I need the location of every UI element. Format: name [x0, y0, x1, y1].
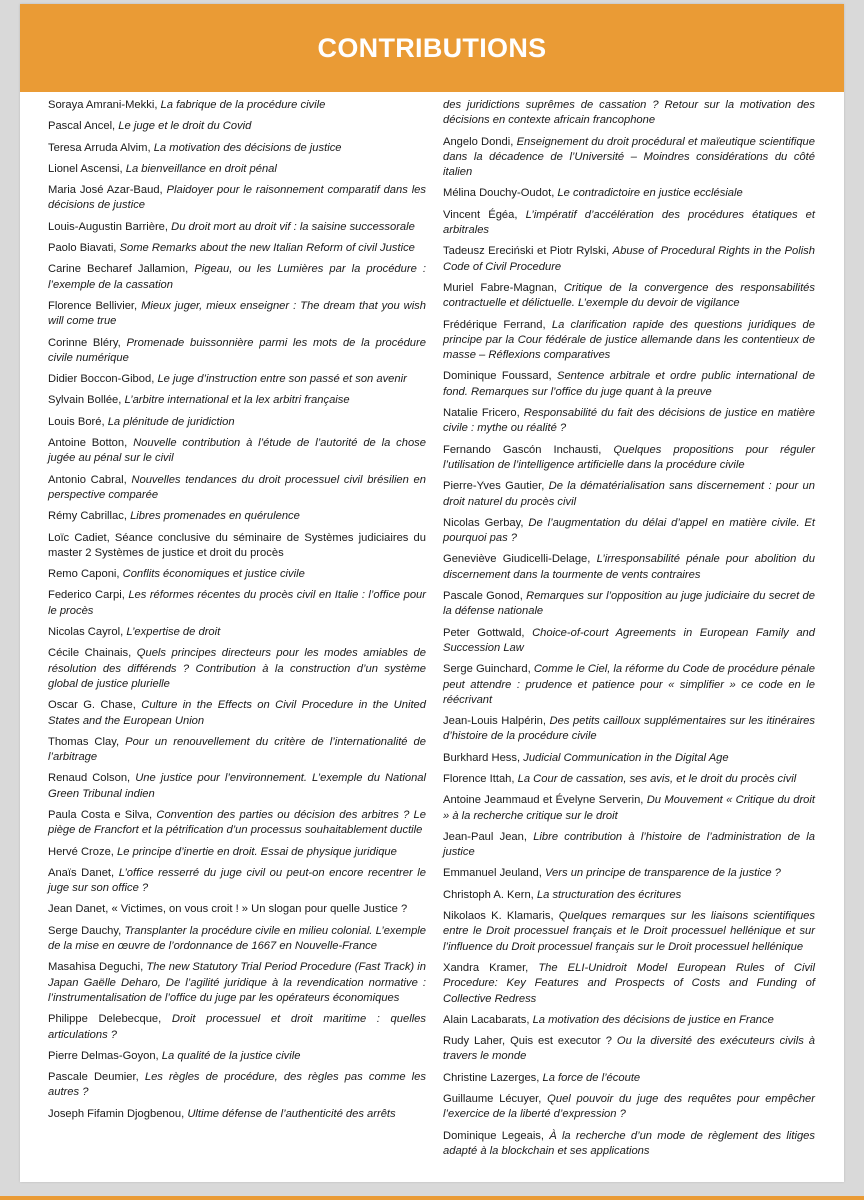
contribution-entry — [48, 473, 426, 504]
contribution-entry — [48, 509, 426, 524]
contribution-entry — [443, 244, 815, 275]
contribution-entry — [443, 552, 815, 583]
contribution-entry — [443, 751, 815, 766]
contribution-author: Natalie Fricero, — [443, 407, 524, 420]
contribution-title: Du droit mort au droit vif : la saisine successorale — [171, 220, 415, 233]
contribution-title: Quel pouvoir du juge des requêtes pour empêcher l’exercice de la liberté d’expression ? — [443, 1093, 815, 1121]
contribution-author: Fernando Gascón Inchausti, — [443, 443, 614, 456]
contribution-title: Choice-of-court Agreements in European Family and Succession Law — [443, 626, 815, 654]
contribution-entry — [443, 589, 815, 620]
contribution-entry — [48, 808, 426, 839]
contribution-author: Anaïs Danet, — [48, 866, 119, 879]
contribution-title: De la dématérialisation sans discernement : pour un droit naturel du procès civil — [443, 480, 816, 508]
contribution-title: Critique de la convergence des responsabilités contractuelle et délictuelle. L’exemple du devoir de vigilance — [443, 281, 815, 310]
contribution-entry — [443, 866, 815, 881]
contribution-author: Emmanuel Jeuland, — [443, 867, 545, 880]
contribution-author: Antoine Botton, — [48, 437, 134, 450]
contribution-entry — [443, 793, 815, 824]
contribution-author: Jean Danet, « Victimes, on vous croit ! » Un slogan pour quelle Justice ? — [48, 903, 408, 916]
contribution-entry — [48, 336, 426, 367]
contribution-author: Didier Boccon-Gibod, — [48, 373, 158, 386]
contribution-entry — [443, 516, 815, 547]
contribution-title: Les réformes récentes du procès civil en Italie : l’office pour le procès — [48, 589, 427, 617]
contribution-title: La motivation des décisions de justice en France — [532, 1013, 774, 1026]
contribution-author: Maria José Azar-Baud, — [48, 184, 167, 197]
contribution-title: des juridictions suprêmes de cassation ? Retour sur la motivation des décisions en contexte africain francophone — [443, 99, 815, 127]
header-banner — [20, 4, 844, 92]
contribution-title: Mieux juger, mieux enseigner : The dream that you wish will come true — [48, 299, 426, 328]
contribution-author: Tadeusz Ereciński et Piotr Rylski, — [443, 245, 613, 258]
contribution-author: Antonio Cabral, — [48, 473, 132, 486]
contribution-title: Ultime défense de l’authenticité des arrêts — [187, 1107, 396, 1120]
contribution-entry — [443, 208, 815, 239]
contribution-entry — [48, 924, 426, 955]
contribution-author: Hervé Croze, — [48, 845, 118, 858]
contribution-entry — [48, 625, 426, 640]
bottom-divider — [0, 1196, 864, 1200]
contribution-title: La force de l’écoute — [542, 1071, 641, 1084]
contribution-entry — [443, 186, 815, 201]
contribution-entry — [443, 772, 815, 787]
contribution-entry — [443, 281, 815, 312]
contribution-entry — [443, 961, 815, 1007]
contribution-entry — [48, 372, 426, 387]
contribution-author: Muriel Fabre-Magnan, — [443, 281, 564, 294]
contribution-author: Vincent Égéa, — [443, 208, 526, 221]
page-title: CONTRIBUTIONS — [317, 32, 547, 63]
contribution-entry — [443, 626, 815, 657]
contribution-author: Pascale Gonod, — [443, 590, 527, 603]
contribution-author: Peter Gottwald, — [443, 626, 533, 639]
contribution-entry — [443, 1034, 815, 1065]
contribution-author: Philippe Delebecque, — [48, 1013, 172, 1026]
contribution-entry — [443, 1013, 815, 1028]
contribution-author: Serge Dauchy, — [48, 924, 125, 937]
contribution-author: Xandra Kramer, — [443, 961, 539, 974]
contribution-entry — [48, 960, 426, 1006]
contribution-title: Le juge d’instruction entre son passé et son avenir — [157, 373, 407, 386]
contribution-entry — [443, 318, 815, 364]
contribution-title: Libre contribution à l’histoire de l’administration de la justice — [443, 830, 815, 859]
contribution-entry — [48, 98, 426, 113]
contribution-entry — [48, 1107, 426, 1122]
contribution-entry — [443, 443, 815, 474]
contribution-title: Abuse of Procedural Rights in the Polish Code of Civil Procedure — [443, 245, 815, 273]
contribution-author: Nicolas Cayrol, — [48, 626, 127, 639]
contribution-author: Guillaume Lécuyer, — [443, 1093, 548, 1106]
contribution-author: Geneviève Giudicelli-Delage, — [443, 553, 597, 566]
contribution-author: Paula Costa e Silva, — [48, 808, 157, 821]
contribution-author: Nikolaos K. Klamaris, — [443, 910, 559, 923]
contribution-author: Pascal Ancel, — [48, 120, 119, 133]
contribution-title: Libres promenades en quérulence — [130, 510, 300, 523]
contribution-title: La clarification rapide des questions juridiques de principe par la Cour fédérale de justice allemande dans les contentieux de masse – Réflexions comparatives — [443, 318, 815, 362]
contribution-author: Alain Lacabarats, — [443, 1013, 533, 1026]
contribution-entry — [48, 393, 426, 408]
contribution-title: Quelques remarques sur les liaisons scientifiques entre le Droit processuel français et le Droit processuel hellénique et sur l’influence du Droit processuel français sur le Droit processuel hellénique — [443, 910, 815, 953]
contribution-author: Florence Bellivier, — [48, 299, 142, 312]
contribution-author: Mélina Douchy-Oudot, — [443, 187, 558, 200]
contribution-entry — [48, 436, 426, 467]
contribution-entry — [48, 531, 426, 562]
contribution-entry — [48, 646, 426, 692]
contribution-title: Comme le Ciel, la réforme du Code de procédure pénale peut attendre : prudence et patience pour « simplifier » ce code en le réécrivant — [443, 663, 815, 706]
contribution-entry — [48, 1049, 426, 1064]
contribution-author: Sylvain Bollée, — [48, 394, 125, 407]
contribution-author: Renaud Colson, — [48, 772, 136, 785]
contribution-entry — [48, 845, 426, 860]
contribution-entry — [48, 299, 426, 330]
contribution-entry — [443, 662, 815, 708]
contribution-title: Nouvelle contribution à l’étude de l’autorité de la chose jugée au pénal sur le civil — [48, 437, 426, 465]
contribution-entry — [48, 866, 426, 897]
contribution-entry — [443, 369, 815, 400]
contribution-author: Angelo Dondi, — [443, 135, 517, 148]
contribution-author: Oscar G. Chase, — [48, 699, 142, 712]
contribution-author: Rémy Cabrillac, — [48, 510, 131, 523]
contribution-title: Pour un renouvellement du critère de l’internationalité de l’arbitrage — [48, 735, 426, 764]
contribution-author: Frédérique Ferrand, — [443, 318, 552, 331]
contribution-entry — [48, 698, 426, 729]
contribution-author: Burkhard Hess, — [443, 751, 524, 764]
contribution-author: Louis-Augustin Barrière, — [48, 220, 172, 233]
contribution-title: Du Mouvement « Critique du droit » à la recherche critique sur le droit — [443, 794, 815, 822]
contribution-title: Responsabilité du fait des décisions de justice en matière civile : mythe ou réalité ? — [443, 407, 815, 435]
contribution-entry — [48, 262, 426, 293]
contribution-entry — [443, 830, 815, 861]
contribution-title: La Cour de cassation, ses avis, et le droit du procès civil — [517, 772, 797, 785]
contribution-entry — [48, 162, 426, 177]
contribution-entry — [48, 241, 426, 256]
contribution-title: À la recherche d’un mode de règlement des litiges adapté à la blockchain et ses applications — [443, 1129, 815, 1157]
contribution-title: Pigeau, ou les Lumières par la procédure : l’exemple de la cassation — [48, 263, 426, 291]
contribution-author: Antoine Jeammaud et Évelyne Serverin, — [443, 794, 647, 807]
contribution-title: L’expertise de droit — [126, 626, 221, 639]
contribution-author: Corinne Bléry, — [48, 336, 127, 349]
contribution-author: Loïc Cadiet, Séance conclusive du séminaire de Systèmes judiciaires du master 2 Systèmes de justice et droit du procès — [48, 531, 426, 559]
left-column — [48, 98, 426, 1128]
contribution-title: The ELI-Unidroit Model European Rules of Civil Procedure: Key Features and Prospects of Costs and Funding of Collective Redress — [443, 961, 816, 1005]
contribution-title: Droit processuel et droit maritime : quelles articulations ? — [48, 1013, 426, 1041]
contribution-author: Serge Guinchard, — [443, 663, 534, 676]
contribution-title: Vers un principe de transparence de la justice ? — [545, 867, 781, 880]
contribution-title: Ou la diversité des exécuteurs civils à travers le monde — [443, 1035, 815, 1063]
contribution-author: Masahisa Deguchi, — [48, 961, 147, 974]
contribution-title: Remarques sur l’opposition au juge judiciaire du secret de la défense nationale — [443, 590, 815, 618]
contribution-author: Florence Ittah, — [443, 772, 518, 785]
contribution-entry — [443, 98, 815, 129]
contribution-entry — [443, 406, 815, 437]
page — [20, 4, 844, 1182]
contribution-author: Carine Becharef Jallamion, — [48, 263, 195, 276]
contribution-title: Judicial Communication in the Digital Age — [523, 751, 729, 764]
contribution-author: Louis Boré, — [48, 415, 108, 428]
contribution-title: L’arbitre international et la lex arbitri française — [124, 394, 350, 407]
contribution-title: La plénitude de juridiction — [107, 415, 235, 428]
contribution-author: Jean-Paul Jean, — [443, 830, 534, 843]
contribution-title: Enseignement du droit procédural et maïeutique scientifique dans la décadence de l’Université – Moindres considérations du côté italien — [443, 135, 815, 179]
contribution-title: Quelques propositions pour réguler l’utilisation de l’intelligence artificielle dans la procédure civile — [443, 443, 815, 471]
contribution-title: Le principe d’inertie en droit. Essai de physique juridique — [117, 845, 397, 858]
contribution-author: Soraya Amrani-Mekki, — [48, 99, 161, 111]
contribution-title: Culture in the Effects on Civil Procedure in the United States and the European Union — [48, 699, 426, 727]
contribution-author: Teresa Arruda Alvim, — [48, 141, 154, 154]
contribution-title: La structuration des écritures — [536, 888, 682, 901]
right-column — [443, 98, 815, 1165]
contribution-entry — [443, 714, 815, 745]
contribution-title: La motivation des décisions de justice — [153, 141, 342, 154]
contribution-entry — [48, 588, 426, 619]
contribution-author: Dominique Foussard, — [443, 370, 557, 383]
contribution-title: Nouvelles tendances du droit processuel civil brésilien en perspective comparée — [48, 473, 426, 501]
contribution-author: Cécile Chainais, — [48, 647, 137, 660]
contribution-author: Federico Carpi, — [48, 589, 129, 602]
contribution-entry — [48, 1012, 426, 1043]
contribution-entry — [48, 220, 426, 235]
contribution-title: La fabrique de la procédure civile — [160, 99, 326, 111]
contribution-title: Le juge et le droit du Covid — [118, 120, 252, 133]
contribution-author: Pascale Deumier, — [48, 1071, 145, 1084]
contribution-title: Plaidoyer pour le raisonnement comparatif dans les décisions de justice — [48, 184, 426, 212]
contribution-entry — [48, 1070, 426, 1101]
contribution-title: Des petits cailloux supplémentaires sur les itinéraires d’histoire de la procédure civile — [443, 715, 815, 743]
contribution-entry — [443, 135, 815, 181]
contribution-title: La bienveillance en droit pénal — [125, 162, 277, 175]
contribution-title: Une justice pour l’environnement. L’exemple du National Green Tribunal indien — [48, 772, 426, 800]
contribution-author: Paolo Biavati, — [48, 242, 120, 255]
contribution-title: L’irresponsabilité pénale pour abolition du discernement dans la tourmente de vents contraires — [443, 553, 815, 581]
contribution-entry — [48, 183, 426, 214]
contribution-author: Rudy Laher, Quis est executor ? — [443, 1035, 617, 1048]
contribution-title: Sentence arbitrale et ordre public international de fond. Remarques sur l’office du juge quant à la preuve — [443, 370, 815, 398]
contribution-title: Le contradictoire en justice ecclésiale — [557, 187, 743, 200]
contribution-author: Joseph Fifamin Djogbenou, — [48, 1107, 188, 1120]
contribution-entry — [48, 771, 426, 802]
contribution-author: Thomas Clay, — [48, 735, 126, 748]
contribution-entry — [443, 1129, 815, 1160]
contribution-title: L’office resserré du juge civil ou peut-on encore recentrer le juge sur son office ? — [48, 866, 426, 895]
contribution-title: Convention des parties ou décision des arbitres ? Le piège de Francfort et la pétrification d’un processus souhaitablement ductile — [48, 808, 426, 837]
contribution-entry — [48, 902, 426, 917]
contribution-entry — [48, 735, 426, 766]
contribution-author: Christoph A. Kern, — [443, 888, 537, 901]
contribution-author: Lionel Ascensi, — [48, 162, 126, 175]
contribution-author: Christine Lazerges, — [443, 1071, 543, 1084]
contribution-author: Jean-Louis Halpérin, — [443, 715, 550, 728]
contribution-author: Nicolas Gerbay, — [443, 516, 529, 529]
contribution-entry — [48, 567, 426, 582]
contribution-author: Dominique Legeais, — [443, 1129, 550, 1142]
contribution-entry — [443, 888, 815, 903]
contribution-entry — [443, 479, 815, 510]
contribution-entry — [48, 415, 426, 430]
contribution-title: Promenade buissonnière parmi les mots de la procédure civile numérique — [48, 336, 426, 364]
contribution-title: Transplanter la procédure civile en milieu colonial. L’exemple de la mise en œuvre de l’ordonnance de 1667 en Nouvelle-France — [48, 924, 426, 953]
contribution-entry — [48, 141, 426, 156]
contribution-entry — [443, 1092, 815, 1123]
contribution-title: Quels principes directeurs pour les modes amiables de résolution des différends ? Contribution à la construction d’un système global de justice plurielle — [48, 647, 426, 690]
contribution-author: Pierre-Yves Gautier, — [443, 480, 549, 493]
contribution-entry — [48, 119, 426, 134]
contribution-title: Some Remarks about the new Italian Reform of civil Justice — [119, 242, 415, 255]
contribution-title: Les règles de procédure, des règles pas comme les autres ? — [48, 1071, 426, 1099]
contribution-title: L’impératif d’accélération des procédures étatiques et arbitrales — [443, 208, 815, 237]
contribution-author: Pierre Delmas-Goyon, — [48, 1049, 162, 1062]
contribution-title: The new Statutory Trial Period Procedure (Fast Track) in Japan Gaëlle Deharo, De l’agilité juridique à la revendication normative : l’instrumentalisation de l’office du juge par les opérateurs économiques — [48, 961, 426, 1004]
contribution-title: La qualité de la justice civile — [161, 1049, 301, 1062]
contribution-title: De l’augmentation du délai d’appel en matière civile. Et pourquoi pas ? — [443, 516, 815, 545]
contribution-title: Conflits économiques et justice civile — [122, 568, 305, 581]
contribution-entry — [443, 1071, 815, 1086]
contribution-author: Remo Caponi, — [48, 568, 123, 581]
contribution-entry — [443, 909, 815, 955]
